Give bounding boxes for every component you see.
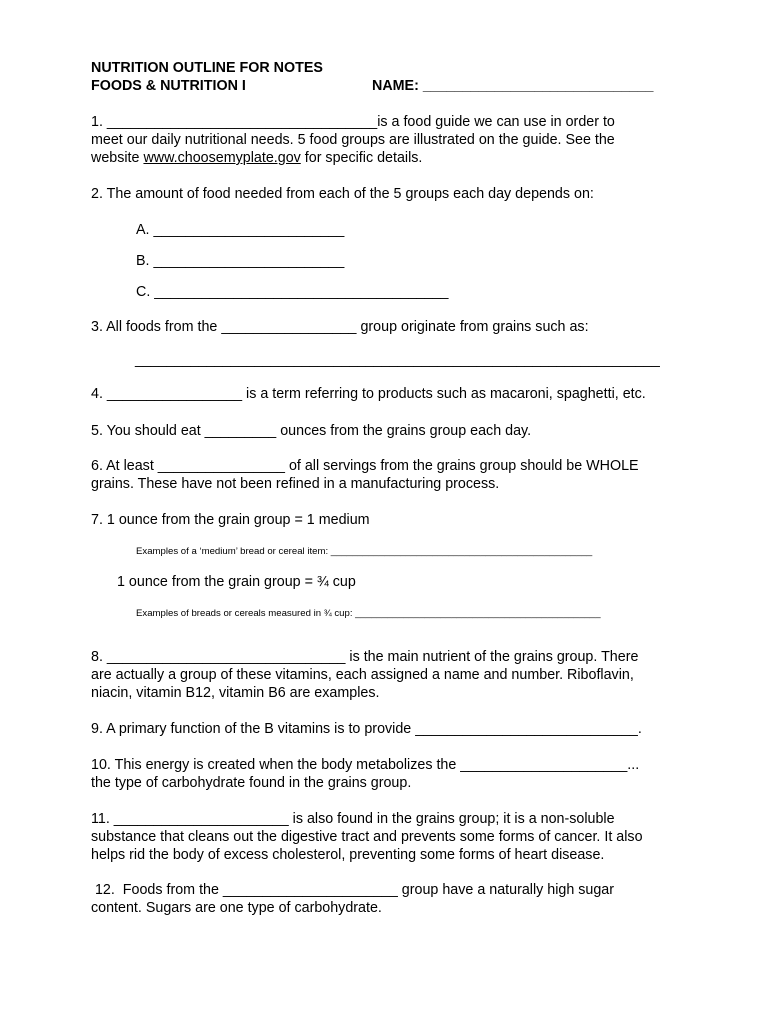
- question-2: 2. The amount of food needed from each of the 5 groups each day depends on:: [91, 186, 594, 202]
- header-course: FOODS & NUTRITION I: [91, 78, 246, 94]
- question-10-line-2: the type of carbohydrate found in the grains group.: [91, 775, 412, 791]
- question-9: 9. A primary function of the B vitamins is to provide ____________________________.: [91, 721, 642, 737]
- question-3: 3. All foods from the _________________ group originate from grains such as:: [91, 319, 589, 335]
- question-11-line-2: substance that cleans out the digestive tract and prevents some forms of cancer. It also: [91, 829, 643, 845]
- question-12-line-1: 12. Foods from the ______________________ group have a naturally high sugar: [91, 882, 615, 898]
- question-4: 4. _________________ is a term referring to products such as macaroni, spaghetti, etc.: [91, 386, 646, 402]
- header-title: NUTRITION OUTLINE FOR NOTES: [91, 60, 323, 76]
- question-6-line-2: grains. These have not been refined in a manufacturing process.: [91, 476, 500, 492]
- question-11-line-1: 11. ______________________ is also found in the grains group; it is a non-soluble: [91, 811, 615, 827]
- question-6-line-1: 6. At least ________________ of all servings from the grains group should be WHOLE: [91, 458, 639, 474]
- question-7-examples-2: Examples of breads or cereals measured in ¾ cup: ______________________________________________: [136, 608, 601, 619]
- question-1-line-2: meet our daily nutritional needs. 5 food groups are illustrated on the guide. See the: [91, 132, 615, 148]
- question-11-line-3: helps rid the body of excess cholesterol, preventing some forms of heart disease.: [91, 847, 605, 863]
- question-1-line-3: [91, 149, 422, 167]
- question-7-line-1: 7. 1 ounce from the grain group = 1 medium: [91, 512, 370, 528]
- question-1-text: website: [91, 150, 144, 166]
- question-2-blank-a: A. ________________________: [136, 222, 345, 238]
- question-5: 5. You should eat _________ ounces from the grains group each day.: [91, 423, 532, 439]
- choosemyplate-link[interactable]: www.choosemyplate.gov: [143, 150, 301, 166]
- question-7-examples-1: Examples of a ‘medium’ bread or cereal item: _________________________________________________: [136, 546, 593, 557]
- name-field: NAME: _____________________________: [372, 78, 654, 94]
- question-7-line-2: 1 ounce from the grain group = ¾ cup: [117, 574, 356, 590]
- question-8-line-2: are actually a group of these vitamins, each assigned a name and number. Riboflavin,: [91, 667, 634, 683]
- question-10-line-1: 10. This energy is created when the body metabolizes the _____________________...: [91, 757, 640, 773]
- question-12-line-2: content. Sugars are one type of carbohydrate.: [91, 900, 382, 916]
- question-8-line-3: niacin, vitamin B12, vitamin B6 are examples.: [91, 685, 380, 701]
- question-2-blank-c: C. _____________________________________: [136, 284, 449, 300]
- question-1-text-end: for specific details.: [300, 150, 423, 166]
- question-2-blank-b: B. ________________________: [136, 253, 345, 269]
- question-8-line-1: 8. ______________________________ is the main nutrient of the grains group. There: [91, 649, 639, 665]
- question-1-line-1: 1. __________________________________is a food guide we can use in order to: [91, 114, 615, 130]
- question-3-answer-line: __________________________________________________________________: [135, 352, 660, 368]
